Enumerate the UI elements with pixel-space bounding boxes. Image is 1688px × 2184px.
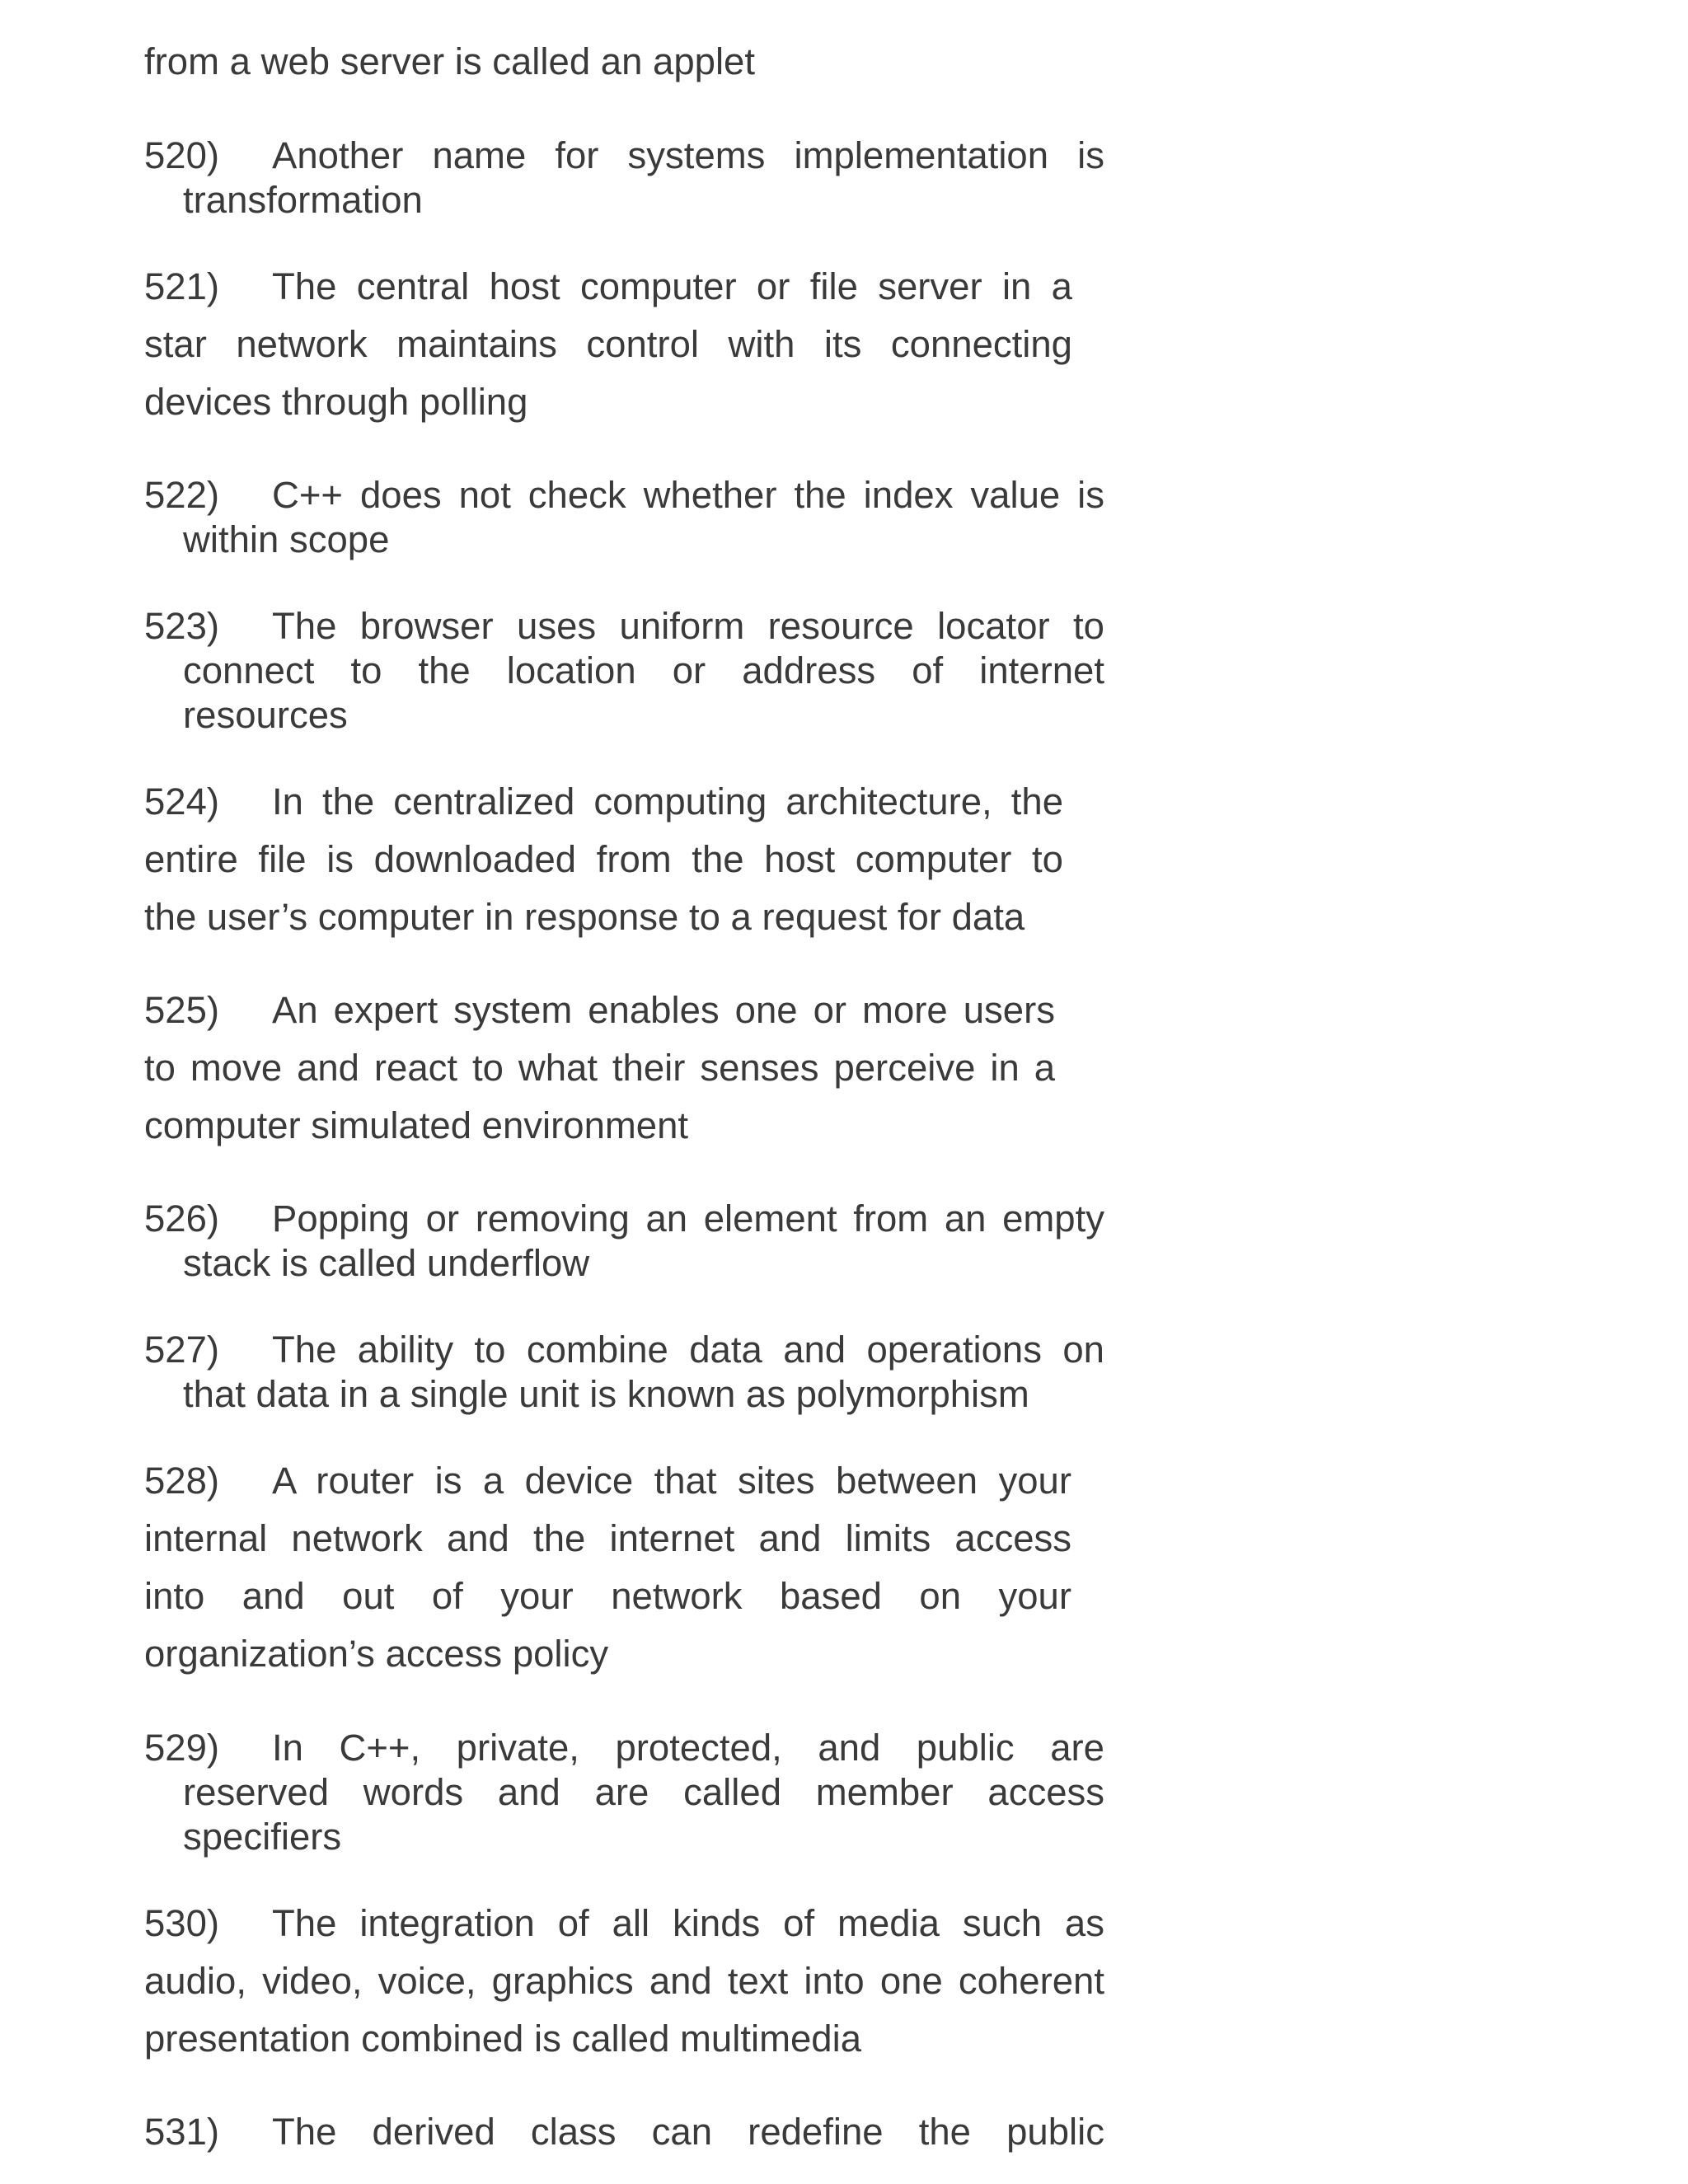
text-line: the user’s computer in response to a request for data <box>144 896 1025 938</box>
item-number: 523) <box>144 605 220 647</box>
text-line: In C++, private, protected, and public are <box>272 1727 1104 1769</box>
item-number: 530) <box>144 1902 220 1944</box>
text-line: to move and react to what their senses perceive in a <box>144 1047 1055 1089</box>
text-line: organization’s access policy <box>144 1633 609 1675</box>
text-line: internal network and the internet and limits access <box>144 1517 1071 1559</box>
text-line: into and out of your network based on your <box>144 1575 1071 1617</box>
text-line: A router is a device that sites between your <box>272 1460 1071 1502</box>
text-line: Another name for systems implementation is <box>272 134 1104 176</box>
text-line: audio, video, voice, graphics and text into one coherent <box>144 1960 1104 2002</box>
text-line: The derived class can redefine the public <box>272 2111 1104 2153</box>
item-number: 525) <box>144 989 220 1031</box>
text-line: Popping or removing an element from an empty <box>272 1197 1104 1240</box>
item-number: 522) <box>144 474 220 516</box>
text-line: computer simulated environment <box>144 1104 689 1146</box>
text-line: from a web server is called an applet <box>144 40 755 82</box>
text-line: The browser uses uniform resource locator to <box>272 605 1104 647</box>
text-line: In the centralized computing architecture, the <box>272 780 1063 823</box>
text-line: stack is called underflow <box>183 1242 590 1284</box>
item-number: 527) <box>144 1329 220 1371</box>
item-number: 521) <box>144 265 220 307</box>
text-line: reserved words and are called member access <box>183 1771 1104 1813</box>
text-line: resources <box>183 694 348 736</box>
item-number: 531) <box>144 2111 220 2153</box>
item-number: 529) <box>144 1727 220 1769</box>
text-line: C++ does not check whether the index value is <box>272 474 1104 516</box>
text-line: that data in a single unit is known as polymorphism <box>183 1373 1029 1415</box>
text-line: presentation combined is called multimedia <box>144 2018 862 2060</box>
item-number: 528) <box>144 1460 220 1502</box>
text-line: The integration of all kinds of media such as <box>272 1902 1104 1944</box>
item-number: 524) <box>144 780 220 823</box>
text-line: within scope <box>183 518 390 560</box>
text-line: The ability to combine data and operations on <box>272 1329 1104 1371</box>
text-line: An expert system enables one or more users <box>272 989 1055 1031</box>
text-line: connect to the location or address of internet <box>183 649 1104 691</box>
text-line: transformation <box>183 179 423 221</box>
text-line: specifiers <box>183 1816 342 1858</box>
text-line: star network maintains control with its connecting <box>144 323 1072 365</box>
item-number: 520) <box>144 134 220 176</box>
text-line: devices through polling <box>144 381 528 423</box>
item-number: 526) <box>144 1197 220 1240</box>
text-line: The central host computer or file server in a <box>272 265 1072 307</box>
text-line: entire file is downloaded from the host computer to <box>144 838 1063 880</box>
